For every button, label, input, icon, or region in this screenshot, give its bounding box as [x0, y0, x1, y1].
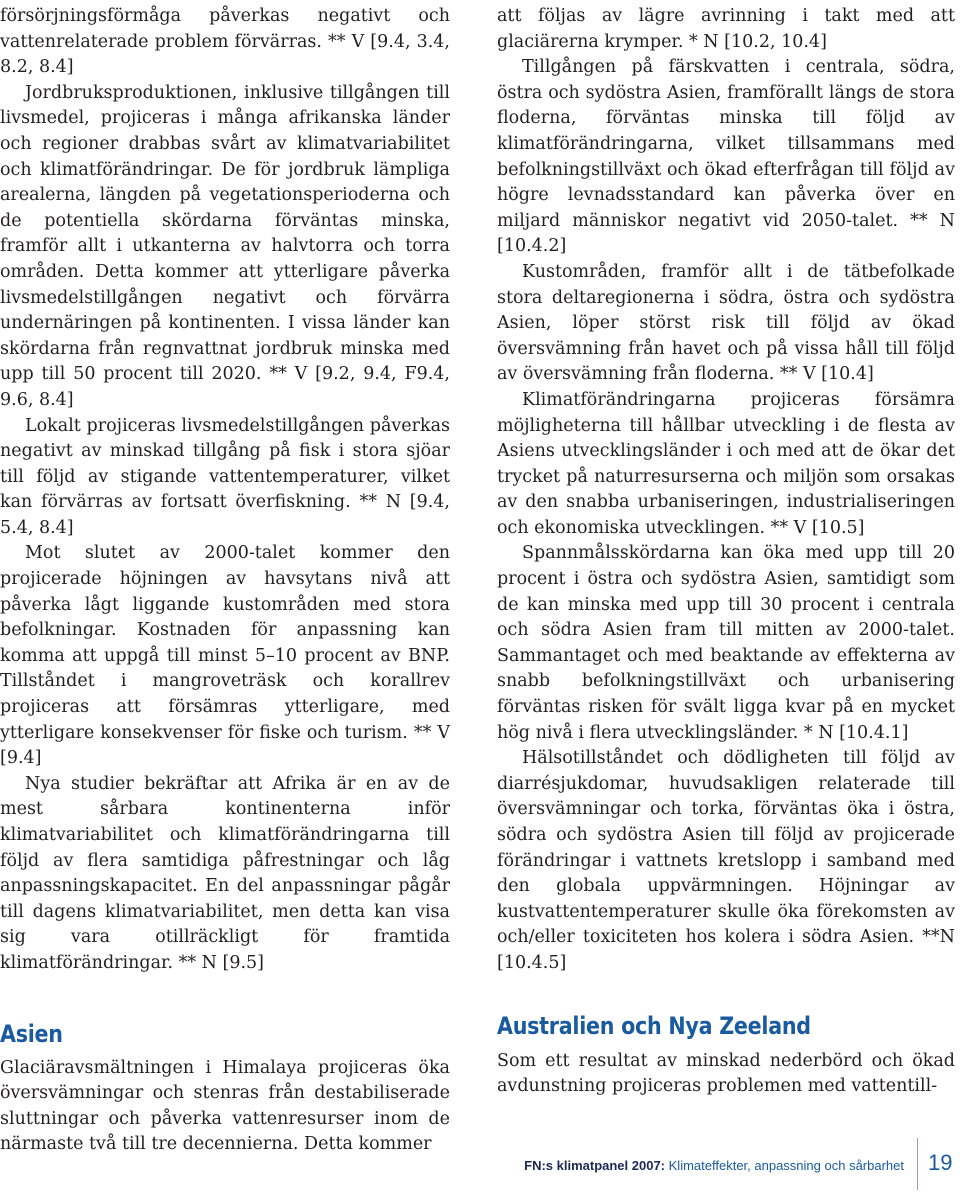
section-heading-australien: Australien och Nya Zeeland [497, 1011, 811, 1040]
right-column [497, 4, 955, 1100]
paragraph: Lokalt projiceras livsmedelstillgången påverkas negativt av minskad tillgång på fisk i stora sjöar till följd av stigande vattentemperaturer, vilket kan förvärras av fortsatt överfiskning. ** N [9.4, 5.4, 8.4] [0, 415, 450, 538]
paragraph: Klimatförändringarna projiceras försämra möjligheterna till hållbar utveckling i de flesta av Asiens utvecklingsländer i och med att de ökar det trycket på naturresurserna och miljön som orsakas av den snabba urbaniseringen, industrialiseringen och ekonomiska utvecklingen. ** V [10.5] [497, 389, 955, 538]
paragraph: Kustområden, framför allt i de tätbefolkade stora deltaregionerna i södra, östra och sydöstra Asien, löper störst risk till följd av ökad översvämning från havet och på vissa håll till följd av översvämning från floderna. ** V [10.4] [497, 261, 955, 385]
section-heading-asien: Asien [0, 1019, 63, 1048]
footer-subtitle: Klimateffekter, anpassning och sårbarhet [668, 1158, 904, 1173]
page-footer [0, 1138, 960, 1190]
footer-divider [917, 1138, 918, 1190]
footer-publication: FN:s klimatpanel 2007: [524, 1158, 666, 1173]
paragraph: Tillgången på färskvatten i centrala, södra, östra och sydöstra Asien, framförallt längs de stora floderna, förväntas minska till följd av klimatförändringarna, vilket tillsammans med befolkningstillväxt och ökad efterfrågan till följd av högre levnadsstandard kan påverka över en miljard människor negativt vid 2050-talet. ** N [10.4.2] [497, 57, 955, 257]
paragraph: Nya studier bekräftar att Afrika är en av de mest sårbara kontinenterna inför klimatvariabilitet och klimatförändringarna till följd av flera samtidiga påfrestningar och låg anpassningskapacitet. En del anpassningar pågår till dagens klimatvariabilitet, men detta kan visa sig vara otillräckligt för framtida klimatförändringar. ** N [9.5] [0, 773, 450, 973]
paragraph: Jordbruksproduktionen, inklusive tillgången till livsmedel, projiceras i många afrikanska länder och regioner drabbas svårt av klimatvariabilitet och klimatförändringar. De för jordbruk lämpliga arealerna, längden på vegetationsperioderna och de potentiella skördarna förväntas minska, framför allt i utkanterna av halvtorra och torra områden. Detta kommer att ytterligare påverka livsmedelstillgången negativt och förvärra undernäringen på kontinenten. I vissa länder kan skördarna från regnvattnat jordbruk minska med upp till 50 procent till 2020. ** V [9.2, 9.4, F9.4, 9.6, 8.4] [0, 82, 450, 410]
paragraph: att följas av lägre avrinning i takt med att glaciärerna krymper. * N [10.2, 10.4] [497, 6, 955, 52]
left-column [0, 4, 450, 1158]
paragraph: Hälsotillståndet och dödligheten till följd av diarrésjukdomar, huvudsakligen relaterade till översvämningar och torka, förväntas öka i östra, södra och sydöstra Asien till följd av projicerade förändringar i vattnets kretslopp i samband med den globala uppvärmningen. Höjningar av kustvattentemperaturer skulle öka förekomsten av och/eller toxiciteten hos kolera i södra Asien. **N [10.4.5] [497, 748, 955, 973]
paragraph: Som ett resultat av minskad nederbörd och ökad avdunstning projiceras problemen med vattentill- [497, 1050, 955, 1097]
paragraph: försörjningsförmåga påverkas negativt och vattenrelaterade problem förvärras. ** V [9.4, 3.4, 8.2, 8.4] [0, 6, 450, 78]
paragraph: Spannmålsskördarna kan öka med upp till 20 procent i östra och sydöstra Asien, samtidigt som de kan minska med upp till 30 procent i centrala och södra Asien fram till mitten av 2000-talet. Sammantaget och med beaktande av effekterna av snabb befolkningstillväxt och urbanisering förväntas risken för svält ligga kvar på en mycket hög nivå i flera utvecklingsländer. * N [10.4.1] [497, 543, 955, 743]
paragraph: Mot slutet av 2000-talet kommer den projicerade höjningen av havsytans nivå att påverka lågt liggande kustområden med stora befolkningar. Kostnaden för anpassning kan komma att uppgå till minst 5–10 procent av BNP. Tillståndet i mangroveträsk och korallrev projiceras att försämras ytterligare, med ytterligare konsekvenser för fiske och turism. ** V [9.4] [0, 543, 450, 769]
footer-caption [524, 1158, 904, 1173]
page-number: 19 [928, 1150, 953, 1175]
paragraph: Glaciäravsmältningen i Himalaya projiceras öka översvämningar och stenras från destabiliserade sluttningar och påverka vattenresurser inom de närmaste två till tre decennierna. Detta kommer [0, 1057, 450, 1155]
